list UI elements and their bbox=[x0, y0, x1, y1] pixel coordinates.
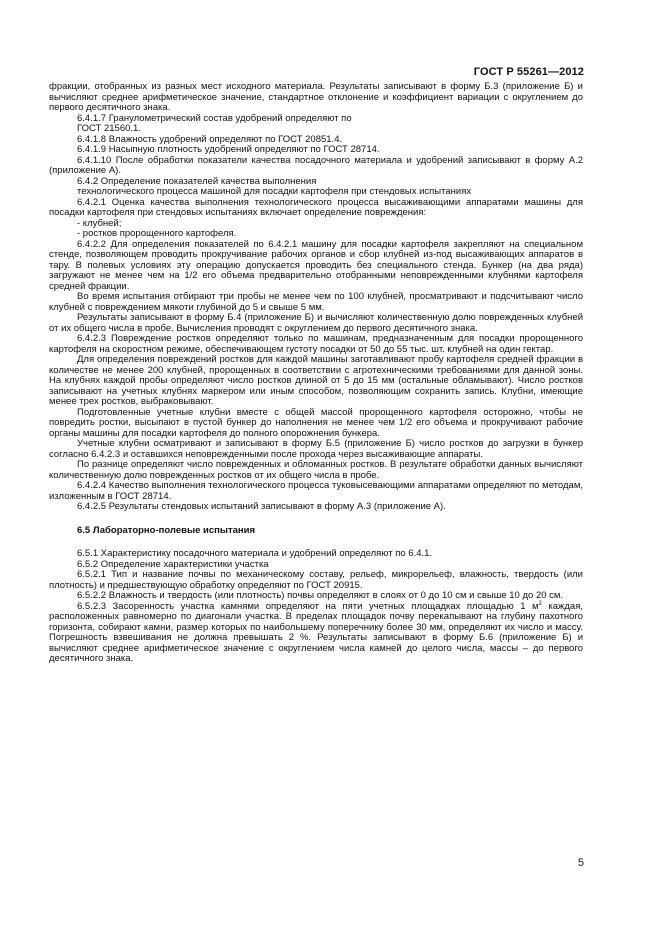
paragraph-text: каждая, расположенных равномерно по диагонали участка. В пределах площадок почву перекапывают на глубину пахотного горизонта, собирают камни, размер которых по наибольшему поперечнику более 30 мм, определяют их число и массу. Погрешность взвешивания не должна превышать 2 %. Результаты записывают в форму Б.6 (приложение Б) и вычисляют среднее арифметическое значение с округлением числа камней до целого числа, массы – до первого десятичного знака. bbox=[49, 600, 583, 664]
paragraph: Во время испытания отбирают три пробы не менее чем по 100 клубней, просматривают и подсчитывают число клубней с повреждением мякоти глубиной до 5 и свыше 5 мм. bbox=[49, 291, 583, 313]
paragraph: 6.4.1.7 Гранулометрический состав удобрений определяют по bbox=[77, 112, 352, 124]
document-id-header: ГОСТ Р 55261—2012 bbox=[473, 66, 584, 78]
paragraph: фракции, отобранных из разных мест исходного материала. Результаты записывают в форму Б.3 (приложение Б) и вычисляют среднее арифметическое значение, стандартное отклонение и коэффициент вариации с округлением до первого десятичного знака. bbox=[49, 81, 583, 113]
paragraph: Учетные клубни осматривают и записывают в форму Б.5 (приложение Б) число ростков до загрузки в бункер согласно 6.4.2.3 и оставшихся неповрежденными после прохода через высаживающие аппараты. bbox=[49, 438, 583, 460]
section-heading-6-5: 6.5 Лабораторно-полевые испытания bbox=[77, 524, 256, 536]
document-body bbox=[49, 82, 583, 665]
paragraph: 6.4.2.5 Результаты стендовых испытаний записывают в форму А.3 (приложение А). bbox=[77, 501, 446, 512]
paragraph: 6.4.2.2 Для определения показателей по 6.4.2.1 машину для посадки картофеля закрепляют на специальном стенде, позволяющем проводить прокручивание рабочих органов и сбор клубней из-под высаживающих аппаратов в тару. В полевых условиях эту операцию допускается проводить без специального стенда. Бункер (на два ряда) загружают не менее чем на 1/2 его объема предварительно отобранными неповрежденными клубнями картофеля средней фракции. bbox=[49, 238, 583, 292]
paragraph: 6.4.2.4 Качество выполнения технологического процесса туковысевающими аппаратами определяют по методам, изложенным в ГОСТ 28714. bbox=[49, 480, 583, 502]
paragraph: - клубней; bbox=[77, 217, 122, 229]
paragraph: 6.5.2.2 Влажность и твердость (или плотность) почвы определяют в слоях от 0 до 10 см и свыше 10 до 20 см. bbox=[77, 590, 564, 601]
paragraph: - ростков пророщенного картофеля. bbox=[77, 228, 237, 239]
paragraph: 6.4.2.1 Оценка качества выполнения технологического процесса высаживающими аппаратами машины для посадки картофеля при стендовых испытаниях включает определение повреждения: bbox=[49, 196, 583, 218]
paragraph: 6.4.1.8 Влажность удобрений определяют по ГОСТ 20851.4. bbox=[77, 133, 343, 145]
paragraph: 6.5.1 Характеристику посадочного материала и удобрений определяют по 6.4.1. bbox=[77, 548, 433, 559]
paragraph: ГОСТ 21560.1. bbox=[77, 123, 141, 134]
paragraph-group-6-5 bbox=[49, 549, 583, 602]
paragraph: 6.5.2 Определение характеристики участка bbox=[77, 558, 269, 570]
page-number: 5 bbox=[577, 857, 584, 869]
paragraph: Подготовленные учетные клубни вместе с общей массой пророщенного картофеля осторожно, чтобы не повредить ростки, высыпают в пустой бункер до наполнения не менее чем 1/2 его объема и прокручивают рабочие органы машины для посадки картофеля до полного опорожнения бункера. bbox=[49, 406, 583, 439]
paragraph: 6.5.2.1 Тип и название почвы по механическому составу, рельеф, микрорельеф, влажность, твердость (или плотность) и предшествующую обработку определяют по ГОСТ 20915. bbox=[49, 569, 583, 591]
paragraph: 6.4.1.9 Насыпную плотность удобрений определяют по ГОСТ 28714. bbox=[77, 144, 380, 155]
paragraph: 6.4.2.3 Повреждение ростков определяют только по машинам, предназначенным для посадки пророщенного картофеля на скоростном режиме, обеспечивающем густоту посадки от 50 до 55 тыс. шт. клубней на один гектар. bbox=[49, 333, 583, 355]
superscript: 2 bbox=[538, 600, 542, 607]
paragraph: 6.4.1.10 После обработки показатели качества посадочного материала и удобрений записывают в форму А.2 (приложение А). bbox=[49, 154, 583, 176]
paragraph: Результаты записывают в форму Б.4 (приложение Б) и вычисляют количественную долю поврежденных клубней от их общего числа в пробе. Вычисления проводят с округлением до первого десятичного знака. bbox=[49, 312, 583, 334]
paragraph: По разнице определяют число поврежденных и обломанных ростков. В результате обработки данных вычисляют количественную долю поврежденных ростков от их общего числа в пробе. bbox=[49, 459, 583, 481]
paragraph: Для определения повреждений ростков для каждой машины заготавливают пробу картофеля средней фракции в количестве не менее 200 клубней, пророщенных в соответствии с агротехническими требованиями для данной зоны. На клубнях каждой пробы определяют число ростков длиной от 5 до 15 мм (остальные обламывают). Число ростков записывают на учетных клубнях маркером или иным способом, позволяющим сохранить запись. Клубни, имеющие менее трех ростков, выбраковывают. bbox=[49, 354, 583, 407]
paragraph: технологического процесса машиной для посадки картофеля при стендовых испытаниях bbox=[77, 186, 472, 197]
paragraph-text: 6.5.2.3 Засоренность участка камнями определяют на пяти учетных площадках площадью 1 м bbox=[77, 600, 539, 612]
paragraph-group-6-4 bbox=[49, 82, 583, 513]
paragraph-6-5-2-3 bbox=[49, 602, 583, 665]
paragraph: 6.4.2 Определение показателей качества выполнения bbox=[77, 175, 317, 187]
